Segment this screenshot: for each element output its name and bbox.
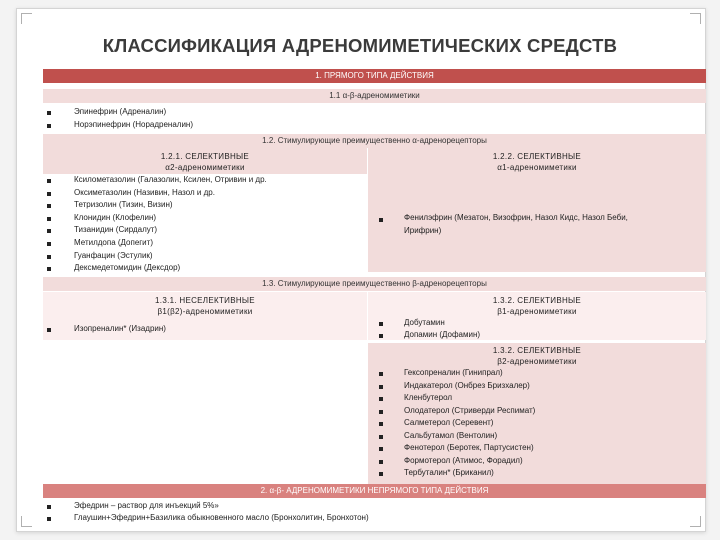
bullet-icon [47,505,51,509]
bullet-icon [47,192,51,196]
subsection-1-1-header: 1.1 α-β-адреномиметики [43,89,706,103]
list-item: Дексмедетомидин (Дексдор) [74,263,181,273]
list-item: Глаушин+Эфедрин+Базилика обыкновенного масло (Бронхолитин, Бронхотон) [74,513,369,522]
list-item: Салметерол (Серевент) [404,418,494,427]
list-item: Клонидин (Клофелин) [74,212,157,222]
col-1-3-2b-title: 1.3.2. СЕЛЕКТИВНЫЕ [492,346,582,355]
list-item: Ксилометазолин (Галазолин, Ксилен, Отривин и др. [74,175,267,184]
bullet-icon [47,328,51,332]
col-1-3-2a-subtitle: β1-адреномиметики [497,307,577,316]
list-item: Норэпинефрин (Норадреналин) [74,120,194,129]
bullet-icon [379,460,383,464]
list-item: Изопреналин* (Изадрин) [74,324,166,333]
list-item: Сальбутамол (Вентолин) [404,430,498,440]
col-1-2-1-subtitle: α2-адреномиметики [165,163,245,172]
bullet-icon [47,217,51,221]
list-item: Допамин (Дофамин) [404,330,481,340]
bullet-icon [379,385,383,389]
list-item-1-2-2-cont: Ирифрин) [404,226,442,235]
bullet-icon [47,229,51,233]
bullet-icon [47,111,51,115]
bullet-icon [47,242,51,246]
bullet-icon [379,410,383,414]
bullet-icon [379,372,383,376]
bullet-icon [379,447,383,451]
col-1-2-2-title: 1.2.2. СЕЛЕКТИВНЫЕ [492,152,582,161]
bullet-icon [47,204,51,208]
bullet-icon [47,124,51,128]
list-item: Фенотерол (Беротек, Партусистен) [404,443,534,452]
list-item-1-2-2: Фенилэфрин (Мезатон, Визофрин, Назол Кидс, Назол Беби, [404,213,628,222]
col-1-3-2b-subtitle: β2-адреномиметики [497,357,577,366]
bullet-icon [47,179,51,183]
frame-corner [21,516,32,527]
subsection-1-2-header: 1.2. Стимулирующие преимущественно α-адренорецепторы [43,134,706,148]
bullet-icon [379,397,383,401]
list-item: Оксиметазолин (Називин, Назол и др. [74,187,215,197]
bullet-icon [379,334,383,338]
list-item: Добутамин [404,318,445,327]
list-item: Тизанидин (Сирдалут) [74,225,158,235]
bullet-icon [379,422,383,426]
bullet-icon [47,517,51,521]
bullet-icon [379,218,383,222]
frame-corner [690,13,701,24]
section-1-header: 1. ПРЯМОГО ТИПА ДЕЙСТВИЯ [43,69,706,83]
bullet-icon [379,435,383,439]
bullet-icon [379,472,383,476]
subsection-1-3-header: 1.3. Стимулирующие преимущественно β-адренорецепторы [43,277,706,291]
bullet-icon [47,267,51,271]
list-item: Гуанфацин (Эстулик) [74,250,153,260]
col-1-3-1-title: 1.3.1. НЕСЕЛЕКТИВНЫЕ [155,296,255,305]
list-item: Олодатерол (Стриверди Респимат) [404,405,536,415]
slide-title: КЛАССИФИКАЦИЯ АДРЕНОМИМЕТИЧЕСКИХ СРЕДСТВ [102,35,618,56]
col-1-3-2a-title: 1.3.2. СЕЛЕКТИВНЫЕ [492,296,582,305]
list-item: Формотерол (Атимос, Форадил) [404,455,523,465]
col-1-2-2-subtitle: α1-адреномиметики [497,163,577,172]
list-item: Индакатерол (Онбрез Бризхалер) [404,380,530,390]
list-item: Эфедрин – раствор для инъекций 5%» [74,501,219,510]
list-item: Тербуталин* (Бриканил) [404,468,494,477]
bullet-icon [379,322,383,326]
list-item: Гексопреналин (Гинипрал) [404,368,503,377]
list-item: Тетризолин (Тизин, Визин) [74,200,173,210]
list-item: Метилдопа (Допегит) [74,238,153,247]
bullet-icon [47,255,51,259]
section-2-header: 2. α-β- АДРЕНОМИМЕТИКИ НЕПРЯМОГО ТИПА ДЕЙСТВИЯ [43,484,706,498]
frame-corner [690,516,701,527]
list-item: Кленбутерол [404,393,453,402]
col-1-3-1-subtitle: β1(β2)-адреномиметики [157,307,253,316]
frame-corner [21,13,32,24]
list-item: Эпинефрин (Адреналин) [74,107,167,116]
col-1-2-1-title: 1.2.1. СЕЛЕКТИВНЫЕ [160,152,250,161]
